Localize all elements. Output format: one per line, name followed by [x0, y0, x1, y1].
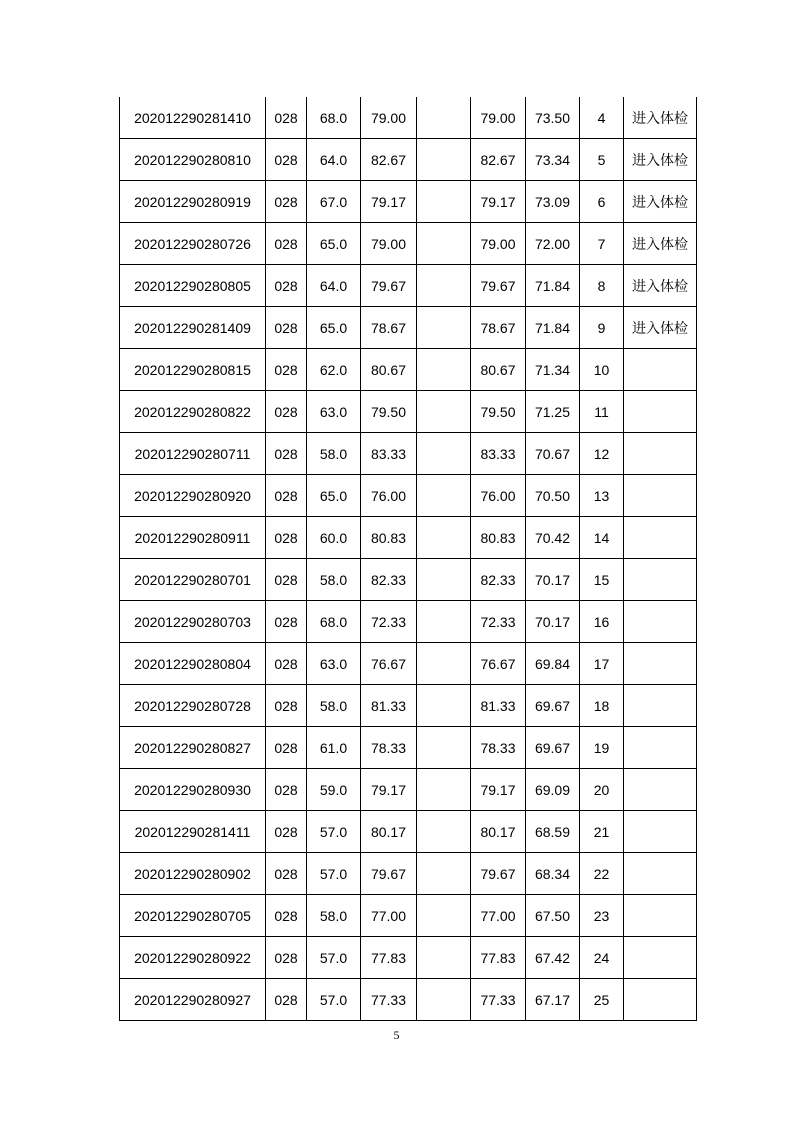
blank-cell	[417, 811, 471, 853]
candidate-id-cell: 202012290280822	[120, 391, 266, 433]
score-table	[119, 97, 697, 1021]
interview-score-cell: 79.17	[361, 769, 417, 811]
table-row	[120, 811, 697, 853]
position-code-cell: 028	[266, 769, 307, 811]
table-row	[120, 265, 697, 307]
interview-final-cell: 83.33	[471, 433, 526, 475]
candidate-id-cell: 202012290281410	[120, 97, 266, 139]
table-row	[120, 391, 697, 433]
total-score-cell: 70.17	[526, 559, 580, 601]
table-row	[120, 349, 697, 391]
candidate-id-cell: 202012290280919	[120, 181, 266, 223]
interview-score-cell: 80.83	[361, 517, 417, 559]
written-score-cell: 68.0	[307, 97, 361, 139]
interview-final-cell: 79.50	[471, 391, 526, 433]
written-score-cell: 64.0	[307, 139, 361, 181]
blank-cell	[417, 769, 471, 811]
remark-cell	[624, 391, 697, 433]
blank-cell	[417, 181, 471, 223]
interview-final-cell: 79.00	[471, 223, 526, 265]
remark-cell	[624, 643, 697, 685]
interview-final-cell: 78.67	[471, 307, 526, 349]
rank-cell: 6	[580, 181, 624, 223]
total-score-cell: 70.50	[526, 475, 580, 517]
rank-cell: 23	[580, 895, 624, 937]
interview-score-cell: 78.33	[361, 727, 417, 769]
interview-final-cell: 78.33	[471, 727, 526, 769]
blank-cell	[417, 643, 471, 685]
position-code-cell: 028	[266, 601, 307, 643]
total-score-cell: 69.09	[526, 769, 580, 811]
written-score-cell: 58.0	[307, 559, 361, 601]
blank-cell	[417, 475, 471, 517]
total-score-cell: 73.50	[526, 97, 580, 139]
written-score-cell: 63.0	[307, 391, 361, 433]
table-row	[120, 895, 697, 937]
remark-cell	[624, 895, 697, 937]
written-score-cell: 63.0	[307, 643, 361, 685]
position-code-cell: 028	[266, 223, 307, 265]
total-score-cell: 67.17	[526, 979, 580, 1021]
candidate-id-cell: 202012290280927	[120, 979, 266, 1021]
written-score-cell: 61.0	[307, 727, 361, 769]
total-score-cell: 71.25	[526, 391, 580, 433]
rank-cell: 18	[580, 685, 624, 727]
remark-cell	[624, 601, 697, 643]
interview-score-cell: 79.17	[361, 181, 417, 223]
remark-cell	[624, 433, 697, 475]
position-code-cell: 028	[266, 475, 307, 517]
interview-final-cell: 76.00	[471, 475, 526, 517]
position-code-cell: 028	[266, 979, 307, 1021]
position-code-cell: 028	[266, 727, 307, 769]
written-score-cell: 59.0	[307, 769, 361, 811]
position-code-cell: 028	[266, 853, 307, 895]
candidate-id-cell: 202012290280815	[120, 349, 266, 391]
interview-final-cell: 79.67	[471, 853, 526, 895]
total-score-cell: 70.17	[526, 601, 580, 643]
interview-final-cell: 81.33	[471, 685, 526, 727]
remark-cell	[624, 349, 697, 391]
rank-cell: 22	[580, 853, 624, 895]
rank-cell: 16	[580, 601, 624, 643]
rank-cell: 24	[580, 937, 624, 979]
blank-cell	[417, 895, 471, 937]
interview-score-cell: 79.00	[361, 97, 417, 139]
blank-cell	[417, 391, 471, 433]
candidate-id-cell: 202012290280711	[120, 433, 266, 475]
blank-cell	[417, 853, 471, 895]
position-code-cell: 028	[266, 181, 307, 223]
position-code-cell: 028	[266, 895, 307, 937]
table-body	[120, 97, 697, 1021]
candidate-id-cell: 202012290280728	[120, 685, 266, 727]
blank-cell	[417, 349, 471, 391]
position-code-cell: 028	[266, 349, 307, 391]
total-score-cell: 68.34	[526, 853, 580, 895]
written-score-cell: 64.0	[307, 265, 361, 307]
total-score-cell: 72.00	[526, 223, 580, 265]
rank-cell: 8	[580, 265, 624, 307]
candidate-id-cell: 202012290281411	[120, 811, 266, 853]
interview-score-cell: 77.00	[361, 895, 417, 937]
interview-final-cell: 77.83	[471, 937, 526, 979]
remark-cell	[624, 559, 697, 601]
table-row	[120, 181, 697, 223]
interview-score-cell: 81.33	[361, 685, 417, 727]
rank-cell: 20	[580, 769, 624, 811]
table-row	[120, 139, 697, 181]
blank-cell	[417, 517, 471, 559]
blank-cell	[417, 979, 471, 1021]
blank-cell	[417, 727, 471, 769]
position-code-cell: 028	[266, 433, 307, 475]
interview-final-cell: 77.33	[471, 979, 526, 1021]
remark-cell	[624, 475, 697, 517]
blank-cell	[417, 559, 471, 601]
rank-cell: 11	[580, 391, 624, 433]
interview-score-cell: 79.67	[361, 265, 417, 307]
rank-cell: 14	[580, 517, 624, 559]
rank-cell: 12	[580, 433, 624, 475]
total-score-cell: 68.59	[526, 811, 580, 853]
interview-score-cell: 82.67	[361, 139, 417, 181]
position-code-cell: 028	[266, 391, 307, 433]
candidate-id-cell: 202012290280902	[120, 853, 266, 895]
position-code-cell: 028	[266, 517, 307, 559]
candidate-id-cell: 202012290280703	[120, 601, 266, 643]
interview-final-cell: 76.67	[471, 643, 526, 685]
written-score-cell: 67.0	[307, 181, 361, 223]
remark-cell: 进入体检	[624, 97, 697, 139]
table-row	[120, 475, 697, 517]
position-code-cell: 028	[266, 265, 307, 307]
remark-cell	[624, 937, 697, 979]
rank-cell: 7	[580, 223, 624, 265]
table-row	[120, 601, 697, 643]
interview-final-cell: 82.33	[471, 559, 526, 601]
table-row	[120, 307, 697, 349]
blank-cell	[417, 97, 471, 139]
written-score-cell: 68.0	[307, 601, 361, 643]
written-score-cell: 60.0	[307, 517, 361, 559]
blank-cell	[417, 307, 471, 349]
blank-cell	[417, 601, 471, 643]
page-number: 5	[393, 1028, 400, 1042]
blank-cell	[417, 685, 471, 727]
blank-cell	[417, 265, 471, 307]
table-row	[120, 937, 697, 979]
written-score-cell: 57.0	[307, 937, 361, 979]
total-score-cell: 67.42	[526, 937, 580, 979]
written-score-cell: 58.0	[307, 895, 361, 937]
table-row	[120, 559, 697, 601]
interview-final-cell: 79.17	[471, 769, 526, 811]
interview-final-cell: 82.67	[471, 139, 526, 181]
total-score-cell: 69.67	[526, 685, 580, 727]
remark-cell	[624, 979, 697, 1021]
rank-cell: 21	[580, 811, 624, 853]
table-row	[120, 769, 697, 811]
position-code-cell: 028	[266, 97, 307, 139]
table-row	[120, 97, 697, 139]
rank-cell: 17	[580, 643, 624, 685]
position-code-cell: 028	[266, 643, 307, 685]
rank-cell: 5	[580, 139, 624, 181]
written-score-cell: 58.0	[307, 685, 361, 727]
table-row	[120, 433, 697, 475]
total-score-cell: 73.09	[526, 181, 580, 223]
candidate-id-cell: 202012290281409	[120, 307, 266, 349]
total-score-cell: 69.67	[526, 727, 580, 769]
total-score-cell: 70.42	[526, 517, 580, 559]
candidate-id-cell: 202012290280827	[120, 727, 266, 769]
table-row	[120, 979, 697, 1021]
candidate-id-cell: 202012290280911	[120, 517, 266, 559]
interview-score-cell: 83.33	[361, 433, 417, 475]
written-score-cell: 65.0	[307, 475, 361, 517]
candidate-id-cell: 202012290280922	[120, 937, 266, 979]
written-score-cell: 57.0	[307, 853, 361, 895]
interview-score-cell: 77.33	[361, 979, 417, 1021]
total-score-cell: 71.84	[526, 265, 580, 307]
interview-final-cell: 72.33	[471, 601, 526, 643]
written-score-cell: 65.0	[307, 223, 361, 265]
interview-final-cell: 80.83	[471, 517, 526, 559]
interview-final-cell: 79.67	[471, 265, 526, 307]
position-code-cell: 028	[266, 307, 307, 349]
remark-cell	[624, 517, 697, 559]
candidate-id-cell: 202012290280810	[120, 139, 266, 181]
remark-cell: 进入体检	[624, 307, 697, 349]
position-code-cell: 028	[266, 685, 307, 727]
interview-score-cell: 79.67	[361, 853, 417, 895]
blank-cell	[417, 223, 471, 265]
rank-cell: 15	[580, 559, 624, 601]
total-score-cell: 73.34	[526, 139, 580, 181]
remark-cell	[624, 769, 697, 811]
written-score-cell: 58.0	[307, 433, 361, 475]
total-score-cell: 71.84	[526, 307, 580, 349]
interview-score-cell: 82.33	[361, 559, 417, 601]
blank-cell	[417, 433, 471, 475]
written-score-cell: 57.0	[307, 811, 361, 853]
rank-cell: 4	[580, 97, 624, 139]
interview-score-cell: 76.00	[361, 475, 417, 517]
interview-final-cell: 80.17	[471, 811, 526, 853]
total-score-cell: 67.50	[526, 895, 580, 937]
candidate-id-cell: 202012290280920	[120, 475, 266, 517]
interview-score-cell: 80.17	[361, 811, 417, 853]
interview-score-cell: 76.67	[361, 643, 417, 685]
remark-cell: 进入体检	[624, 223, 697, 265]
rank-cell: 25	[580, 979, 624, 1021]
blank-cell	[417, 139, 471, 181]
remark-cell	[624, 811, 697, 853]
remark-cell	[624, 685, 697, 727]
candidate-id-cell: 202012290280705	[120, 895, 266, 937]
candidate-id-cell: 202012290280805	[120, 265, 266, 307]
interview-final-cell: 80.67	[471, 349, 526, 391]
candidate-id-cell: 202012290280726	[120, 223, 266, 265]
position-code-cell: 028	[266, 811, 307, 853]
remark-cell	[624, 853, 697, 895]
position-code-cell: 028	[266, 937, 307, 979]
table-row	[120, 685, 697, 727]
rank-cell: 10	[580, 349, 624, 391]
written-score-cell: 65.0	[307, 307, 361, 349]
remark-cell	[624, 727, 697, 769]
interview-final-cell: 79.00	[471, 97, 526, 139]
table-row	[120, 643, 697, 685]
candidate-id-cell: 202012290280804	[120, 643, 266, 685]
remark-cell: 进入体检	[624, 265, 697, 307]
candidate-id-cell: 202012290280701	[120, 559, 266, 601]
table-row	[120, 853, 697, 895]
written-score-cell: 57.0	[307, 979, 361, 1021]
total-score-cell: 70.67	[526, 433, 580, 475]
total-score-cell: 71.34	[526, 349, 580, 391]
rank-cell: 13	[580, 475, 624, 517]
total-score-cell: 69.84	[526, 643, 580, 685]
interview-score-cell: 72.33	[361, 601, 417, 643]
interview-final-cell: 77.00	[471, 895, 526, 937]
position-code-cell: 028	[266, 559, 307, 601]
table-row	[120, 727, 697, 769]
written-score-cell: 62.0	[307, 349, 361, 391]
interview-score-cell: 79.50	[361, 391, 417, 433]
rank-cell: 9	[580, 307, 624, 349]
interview-score-cell: 79.00	[361, 223, 417, 265]
interview-final-cell: 79.17	[471, 181, 526, 223]
blank-cell	[417, 937, 471, 979]
interview-score-cell: 78.67	[361, 307, 417, 349]
remark-cell: 进入体检	[624, 139, 697, 181]
table-row	[120, 517, 697, 559]
rank-cell: 19	[580, 727, 624, 769]
position-code-cell: 028	[266, 139, 307, 181]
table-row	[120, 223, 697, 265]
interview-score-cell: 77.83	[361, 937, 417, 979]
candidate-id-cell: 202012290280930	[120, 769, 266, 811]
interview-score-cell: 80.67	[361, 349, 417, 391]
remark-cell: 进入体检	[624, 181, 697, 223]
